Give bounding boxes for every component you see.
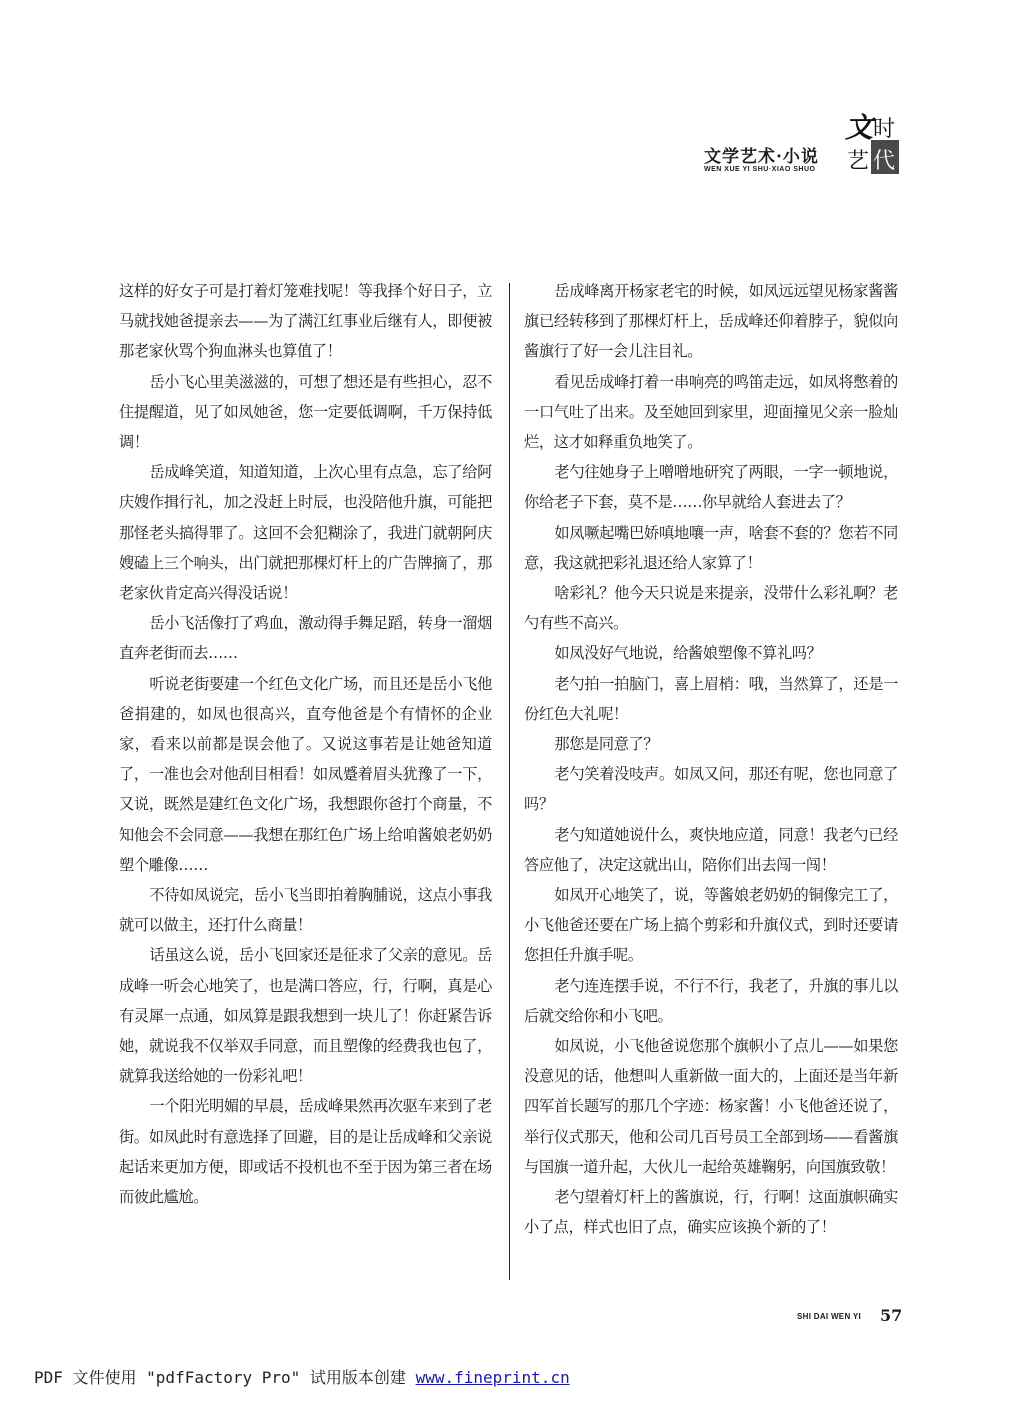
section-title: 文学艺术·小说 bbox=[704, 147, 819, 167]
svg-text:代: 代 bbox=[873, 149, 896, 174]
right-column bbox=[524, 276, 898, 1243]
paragraph: 这样的好女子可是打着灯笼难找呢！等我择个好日子，立马就找她爸提亲去——为了满江红事业后继有人，即便被那老家伙骂个狗血淋头也算值了！ bbox=[119, 282, 492, 361]
paragraph: 岳成峰笑道，知道知道，上次心里有点急，忘了给阿庆嫂作揖行礼，加之没赶上时辰，也没陪他升旗，可能把那怪老头搞得罪了。这回不会犯糊涂了，我进门就朝阿庆嫂磕上三个响头，出门就把那棵灯杆上的广告牌摘了，那老家伙肯定高兴得没话说！ bbox=[119, 463, 492, 603]
paragraph: 岳小飞心里美滋滋的，可想了想还是有些担心，忍不住提醒道，见了如凤她爸，您一定要低调啊，千万保持低调！ bbox=[119, 372, 492, 452]
paragraph: 如凤开心地笑了，说，等酱娘老奶奶的铜像完工了，小飞他爸还要在广场上搞个剪彩和升旗仪式，到时还要请您担任升旗手呢。 bbox=[524, 886, 898, 965]
paragraph: 啥彩礼？他今天只说是来提亲，没带什么彩礼啊？老勺有些不高兴。 bbox=[524, 584, 898, 633]
footer-magazine-name: SHI DAI WEN YI bbox=[797, 1312, 862, 1321]
paragraph: 老勺望着灯杆上的酱旗说，行，行啊！这面旗帜确实小了点，样式也旧了点，确实应该换个新的了！ bbox=[524, 1188, 898, 1237]
paragraph: 老勺往她身子上噌噌地研究了两眼，一字一顿地说，你给老子下套，莫不是……你早就给人套进去了？ bbox=[524, 463, 898, 512]
paragraph: 老勺连连摆手说，不行不行，我老了，升旗的事儿以后就交给你和小飞吧。 bbox=[524, 976, 898, 1025]
left-column bbox=[119, 276, 492, 1212]
paragraph: 老勺知道她说什么，爽快地应道，同意！我老勺已经答应他了，决定这就出山，陪你们出去闯一闯！ bbox=[524, 825, 898, 874]
magazine-logo bbox=[843, 112, 899, 174]
paragraph: 如凤噘起嘴巴娇嗔地嚷一声，啥套不套的？您若不同意，我这就把彩礼退还给人家算了！ bbox=[524, 523, 898, 572]
svg-text:文: 文 bbox=[845, 112, 874, 144]
paragraph: 老勺笑着没吱声。如凤又问，那还有呢，您也同意了吗？ bbox=[524, 765, 898, 814]
paragraph: 岳小飞活像打了鸡血，激动得手舞足蹈，转身一溜烟直奔老街而去…… bbox=[119, 614, 492, 663]
paragraph: 如凤说，小飞他爸说您那个旗帜小了点儿——如果您没意见的话，他想叫人重新做一面大的，上面还是当年新四军首长题写的那几个字迹：杨家酱！小飞他爸还说了，举行仪式那天，他和公司几百号员工全部到场——看酱旗与国旗一道升起，大伙儿一起给英雄鞠躬，向国旗致敬！ bbox=[524, 1037, 898, 1176]
svg-text:时: 时 bbox=[873, 117, 896, 142]
paragraph: 那您是同意了？ bbox=[554, 735, 659, 754]
fineprint-link[interactable]: www.fineprint.cn bbox=[415, 1368, 570, 1387]
column-divider bbox=[509, 283, 510, 1280]
paragraph: 一个阳光明媚的早晨，岳成峰果然再次驱车来到了老街。如凤此时有意选择了回避，目的是让岳成峰和父亲说起话来更加方便，即或话不投机也不至于因为第三者在场而彼此尴尬。 bbox=[119, 1097, 492, 1207]
paragraph: 如凤没好气地说，给酱娘塑像不算礼吗？ bbox=[554, 644, 822, 663]
pdf-creator-note bbox=[34, 1365, 570, 1388]
paragraph: 看见岳成峰打着一串响亮的鸣笛走远，如凤将憋着的一口气吐了出来。及至她回到家里，迎面撞见父亲一脸灿烂，这才如释重负地笑了。 bbox=[524, 372, 898, 452]
paragraph: 老勺拍一拍脑门，喜上眉梢：哦，当然算了，还是一份红色大礼呢！ bbox=[524, 674, 898, 723]
paragraph: 岳成峰离开杨家老宅的时候，如凤远远望见杨家酱酱旗已经转移到了那棵灯杆上，岳成峰还仰着脖子，貌似向酱旗行了好一会儿注目礼。 bbox=[524, 282, 898, 361]
pdf-note-text: PDF 文件使用 "pdfFactory Pro" 试用版本创建 bbox=[34, 1368, 406, 1387]
svg-text:艺: 艺 bbox=[847, 149, 870, 174]
paragraph: 听说老街要建一个红色文化广场，而且还是岳小飞他爸捐建的，如凤也很高兴，直夸他爸是个有情怀的企业家，看来以前都是误会他了。又说这事若是让她爸知道了，一准也会对他刮目相看！如凤蹙着眉头犹豫了一下，又说，既然是建红色文化广场，我想跟你爸打个商量，不知他会不会同意——我想在那红色广场上给咱酱娘老奶奶塑个雕像…… bbox=[119, 674, 492, 874]
paragraph: 话虽这么说，岳小飞回家还是征求了父亲的意见。岳成峰一听会心地笑了，也是满口答应，行，行啊，真是心有灵犀一点通，如凤算是跟我想到一块儿了！你赶紧告诉她，就说我不仅举双手同意，而且塑像的经费我也包了，就算我送给她的一份彩礼吧！ bbox=[119, 946, 492, 1086]
section-title-pinyin: WEN XUE YI SHU·XIAO SHUO bbox=[704, 166, 816, 173]
section-header bbox=[700, 112, 900, 182]
paragraph: 不待如凤说完，岳小飞当即拍着胸脯说，这点小事我就可以做主，还打什么商量！ bbox=[119, 886, 492, 935]
page-number: 57 bbox=[880, 1306, 903, 1325]
